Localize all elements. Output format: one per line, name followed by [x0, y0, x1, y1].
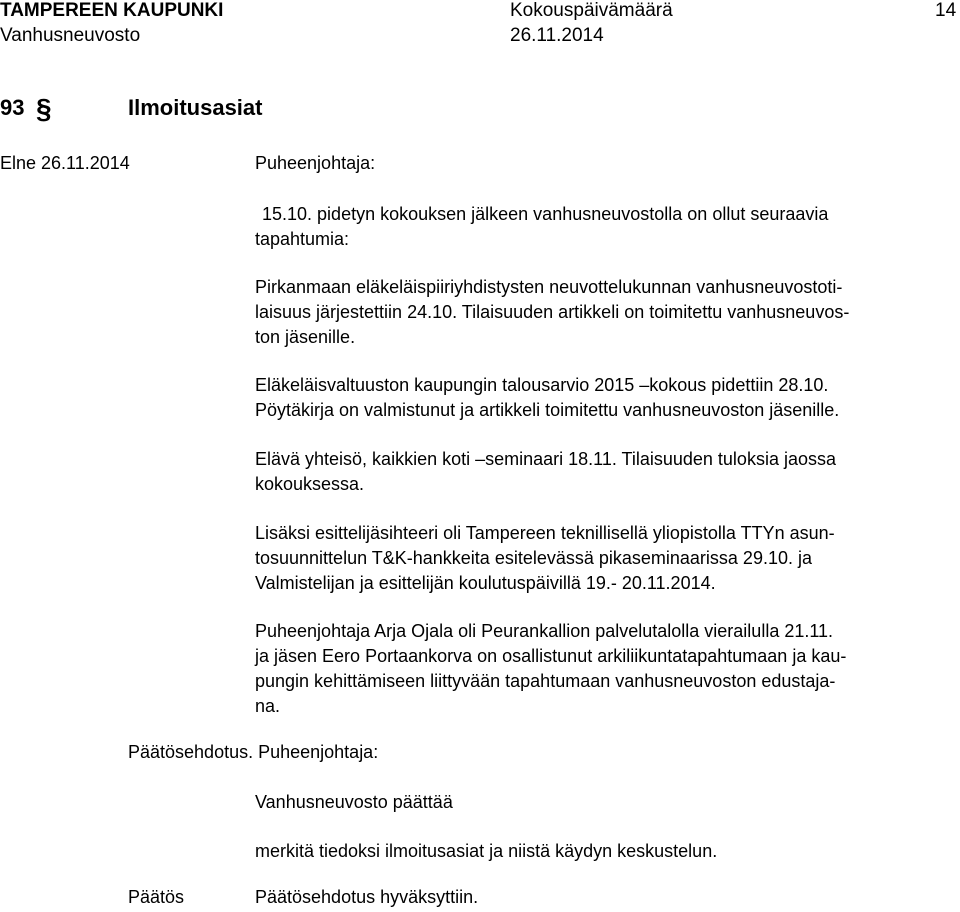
paragraph-line: Pirkanmaan eläkeläispiiriyhdistysten neuvottelukunnan vanhusneuvostoti-	[255, 277, 843, 297]
paragraph-line: laisuus järjestettiin 24.10. Tilaisuuden artikkeli on toimitettu vanhusneuvos-	[255, 302, 850, 322]
meeting-date: 26.11.2014	[510, 25, 604, 46]
proposal-label: Päätösehdotus. Puheenjohtaja:	[128, 742, 379, 762]
paragraph-line: na.	[255, 696, 281, 716]
paragraph-line: 15.10. pidetyn kokouksen jälkeen vanhusneuvostolla on ollut seuraavia	[262, 204, 829, 224]
paragraph-line: Lisäksi esittelijäsihteeri oli Tampereen teknillisellä yliopistolla TTYn asun-	[255, 523, 835, 543]
paragraph-line: pungin kehittämiseen liittyvään tapahtumaan vanhusneuvoston edustaja-	[255, 671, 836, 691]
page-number: 14	[935, 0, 957, 21]
paragraph-3	[255, 373, 955, 423]
paragraph-line: Puheenjohtaja Arja Ojala oli Peurankallion palvelutalolla vierailulla 21.11.	[255, 621, 834, 641]
paragraph-2	[255, 275, 955, 350]
paragraph-4	[255, 447, 955, 497]
paragraph-line: tapahtumia:	[255, 229, 350, 249]
paragraph-line: Pöytäkirja on valmistunut ja artikkeli toimitettu vanhusneuvoston jäsenille.	[255, 400, 840, 420]
body-name: Vanhusneuvosto	[0, 25, 141, 46]
proposal-line-2: merkitä tiedoksi ilmoitusasiat ja niistä käydyn keskustelun.	[255, 841, 718, 861]
paragraph-5	[255, 521, 955, 596]
section-sign-icon	[35, 91, 53, 125]
paragraph-6	[255, 619, 955, 719]
preparer-name-date: Elne 26.11.2014	[0, 153, 130, 173]
proposal-line-1: Vanhusneuvosto päättää	[255, 792, 453, 812]
paragraph-line: ton jäsenille.	[255, 327, 356, 347]
paragraph-line: Elävä yhteisö, kaikkien koti –seminaari 18.11. Tilaisuuden tuloksia jaossa	[255, 449, 836, 469]
meeting-date-label: Kokouspäivämäärä	[510, 0, 673, 21]
paragraph-line: Valmistelijan ja esittelijän koulutuspäivillä 19.- 20.11.2014.	[255, 573, 716, 593]
decision-label: Päätös	[128, 887, 185, 907]
paragraph-line: tosuunnittelun T&K-hankkeita esitelevässä pikaseminaarissa 29.10. ja	[255, 548, 812, 568]
item-number: 93	[0, 95, 25, 120]
preparer-role: Puheenjohtaja:	[255, 153, 376, 173]
svg-text:§: §	[36, 93, 52, 124]
paragraph-line: Eläkeläisvaltuuston kaupungin talousarvio 2015 –kokous pidettiin 28.10.	[255, 375, 829, 395]
paragraph-1	[255, 202, 960, 252]
decision-text: Päätösehdotus hyväksyttiin.	[255, 887, 479, 907]
paragraph-line: kokouksessa.	[255, 474, 365, 494]
item-title: Ilmoitusasiat	[128, 95, 263, 120]
org-name: TAMPEREEN KAUPUNKI	[0, 0, 224, 21]
paragraph-line: ja jäsen Eero Portaankorva on osallistunut arkiliikuntatapahtumaan ja kau-	[255, 646, 847, 666]
